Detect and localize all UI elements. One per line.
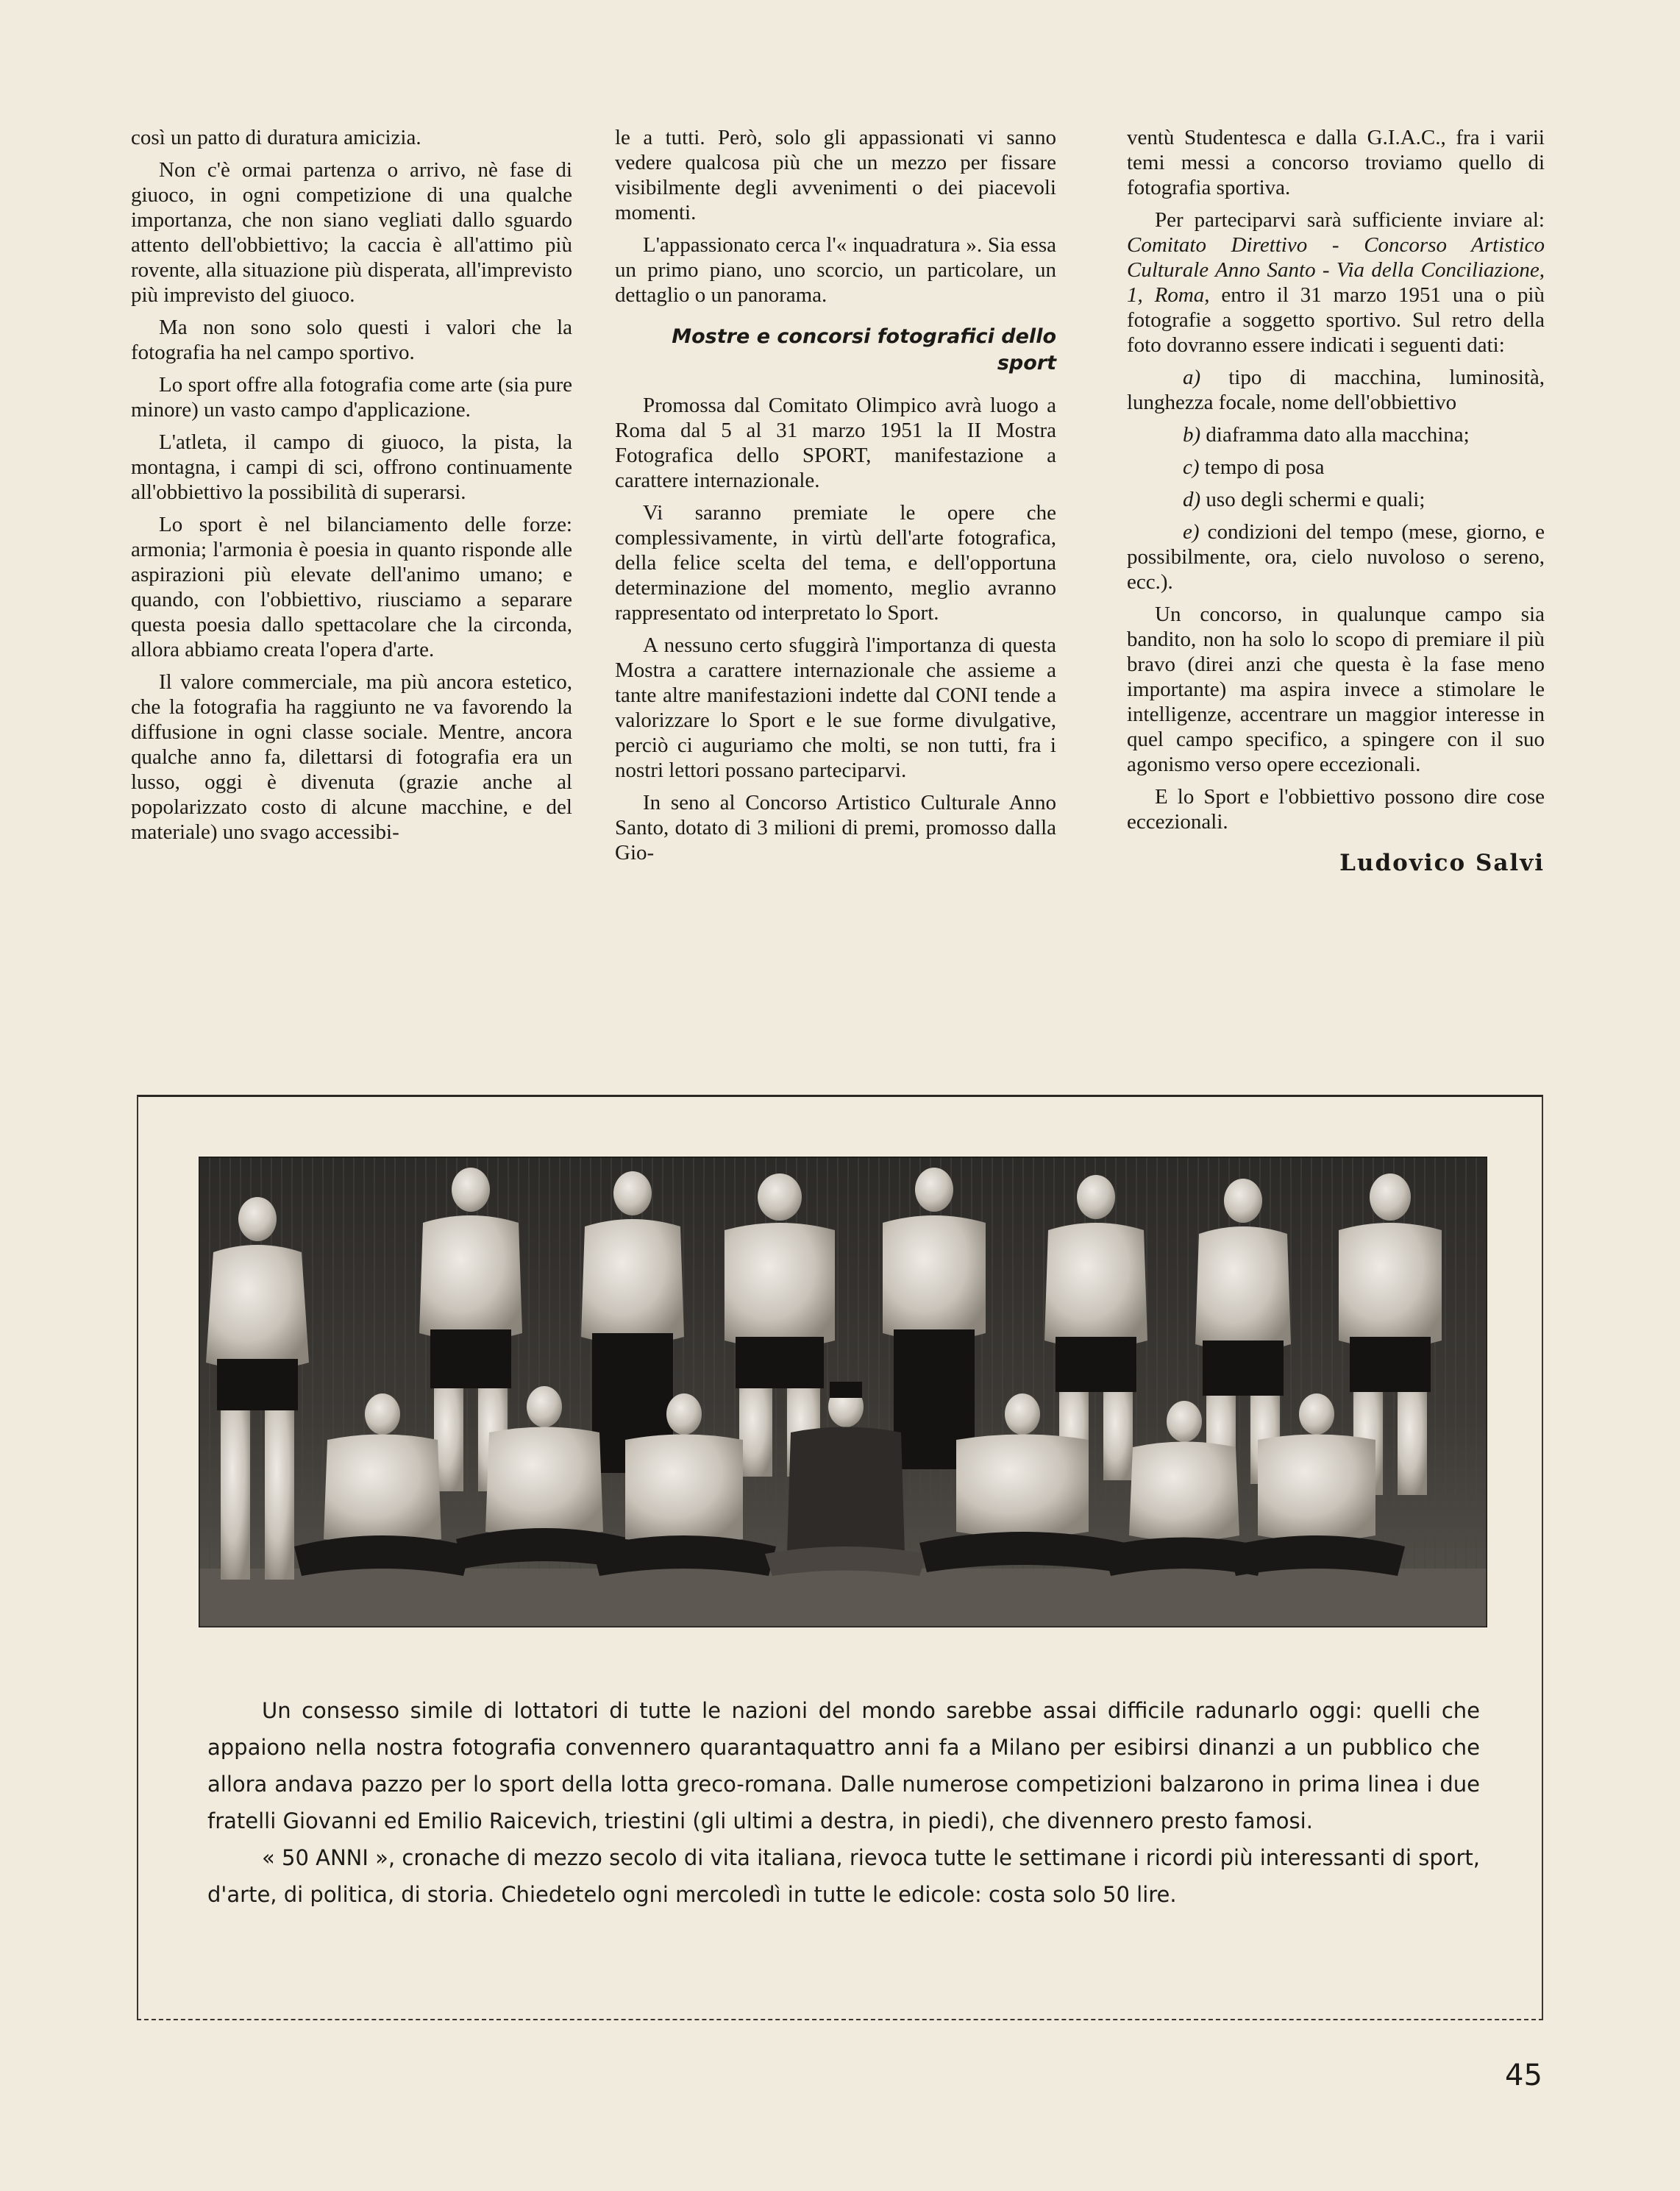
paragraph-text: Per parteciparvi sarà sufficiente inviare al: — [1155, 208, 1545, 232]
paragraph: le a tutti. Però, solo gli appassionati vi sanno vedere qualcosa più che un mezzo per fissare visibilmente degli avvenimenti o dei piacevoli momenti. — [615, 126, 1056, 224]
wrestlers-group-photo — [199, 1157, 1487, 1627]
list-item — [1127, 455, 1545, 480]
paragraph: Lo sport è nel bilanciamento delle forze: armonia; l'armonia è poesia in quanto risponde alle aspirazioni più elevate dell'animo umano; e quando, con l'obbiettivo, riusciamo a separare questa poesia dallo spettacolare che la circonda, allora abbiamo creata l'opera d'arte. — [131, 513, 572, 661]
list-item — [1127, 422, 1545, 447]
paragraph: L'appassionato cerca l'« inquadratura ». Sia essa un primo piano, uno scorcio, un particolare, un dettaglio o un panorama. — [615, 233, 1056, 307]
paragraph: ventù Studentesca e dalla G.I.A.C., fra i varii temi messi a concorso troviamo quello di fotografia sportiva. — [1127, 126, 1545, 199]
list-text: uso degli schermi e quali; — [1200, 488, 1425, 511]
article-column-1 — [131, 125, 572, 852]
section-heading: Mostre e concorsi fotografici dello sport — [672, 325, 1056, 374]
paragraph: A nessuno certo sfuggirà l'importanza di questa Mostra a carattere internazionale che assieme a tante altre manifestazioni indette dal CONI tende a valorizzare lo Sport e le sue forme divulgative, perciò ci auguriamo che molti, se non tutti, fra i nostri lettori possano parteciparvi. — [615, 633, 1056, 782]
list-item — [1127, 365, 1545, 415]
paragraph: Il valore commerciale, ma più ancora estetico, che la fotografia ha raggiunto ne va favorendo la diffusione in ogni classe sociale. Mentre, ancora qualche anno fa, dilettarsi di fotografia era un lusso, oggi è divenuta (grazie anche al popolarizzato costo di alcune macchine, e del materiale) uno svago accessibi- — [131, 670, 572, 844]
list-marker: d) — [1183, 488, 1201, 511]
list-item — [1127, 519, 1545, 594]
paragraph: Ma non sono solo questi i valori che la fotografia ha nel campo sportivo. — [131, 316, 572, 364]
paragraph: Un concorso, in qualunque campo sia bandito, non ha solo lo scopo di premiare il più bravo (direi anzi che questa è la fase meno importante) ma aspira invece a stimolare le intelligenze, accentrare un maggior interesse in quel campo specifico, a spingere con il suo agonismo verso opere eccezionali. — [1127, 603, 1545, 776]
paragraph: In seno al Concorso Artistico Culturale Anno Santo, dotato di 3 milioni di premi, promosso dalla Gio- — [615, 791, 1056, 864]
address-text: Comitato Direttivo - Concorso Artistico Culturale Anno Santo - Via della Conciliazione, 1, Roma — [1127, 233, 1545, 307]
list-marker: a) — [1183, 366, 1201, 389]
paragraph: Lo sport offre alla fotografia come arte (sia pure minore) un vasto campo d'applicazione. — [131, 373, 572, 422]
paragraph: così un patto di duratura amicizia. — [131, 126, 421, 149]
paragraph-text: , entro il 31 marzo 1951 una o più fotografie a soggetto sportivo. Sul retro della foto dovranno essere indicati i seguenti dati: — [1127, 283, 1545, 357]
article-column-2 — [615, 125, 1056, 873]
author-signature: Ludovico Salvi — [1339, 850, 1545, 876]
page-number: 45 — [1505, 2059, 1542, 2092]
list-marker: e) — [1183, 520, 1200, 544]
list-item — [1127, 487, 1545, 512]
list-marker: c) — [1183, 455, 1200, 479]
paragraph: L'atleta, il campo di giuoco, la pista, la montagna, i campi di sci, offrono continuamente all'obbiettivo la possibilità di superarsi. — [131, 430, 572, 504]
list-text: tipo di macchina, luminosità, lunghezza focale, nome dell'obbiettivo — [1127, 366, 1545, 414]
list-text: condizioni del tempo (mese, giorno, e possibilmente, ora, cielo nuvoloso o sereno, ecc.). — [1127, 520, 1545, 594]
list-marker: b) — [1183, 423, 1201, 447]
caption-paragraph: Un consesso simile di lottatori di tutte le nazioni del mondo sarebbe assai difficile radunarlo oggi: quelli che appaiono nella nostra fotografia convennero quarantaquattro anni fa a Milano per esibirsi dinanzi a un pubblico che allora andava pazzo per lo sport della lotta greco-romana. Dalle numerose competizioni balzarono in prima linea i due fratelli Giovanni ed Emilio Raicevich, triestini (gli ultimi a destra, in piedi), che divennero presto famosi. — [207, 1698, 1480, 1833]
paragraph: Vi saranno premiate le opere che complessivamente, in virtù dell'arte fotografica, della felice scelta del tema, e dell'opportuna determinazione del momento, meglio avranno rappresentato od interpretato lo Sport. — [615, 501, 1056, 625]
list-text: tempo di posa — [1199, 455, 1325, 479]
caption-paragraph: « 50 ANNI », cronache di mezzo secolo di vita italiana, rievoca tutte le settimane i ricordi più interessanti di sport, d'arte, di politica, di storia. Chiedetelo ogni mercoledì in tutte le edicole: costa solo 50 lire. — [207, 1845, 1480, 1907]
paragraph: Promossa dal Comitato Olimpico avrà luogo a Roma dal 5 al 31 marzo 1951 la II Mostra Fotografica dello SPORT, manifestazione a carattere internazionale. — [615, 394, 1056, 492]
article-column-3 — [1127, 125, 1545, 876]
photo-caption — [207, 1692, 1480, 1913]
paragraph — [1127, 207, 1545, 358]
list-text: diaframma dato alla macchina; — [1200, 423, 1470, 447]
paragraph: Non c'è ormai partenza o arrivo, nè fase di giuoco, in ogni competizione di una qualche importanza, che non siano vegliati dallo sguardo attento dell'obbiettivo; la caccia è all'attimo più rovente, alla situazione più disperata, all'imprevisto più imprevisto del giuoco. — [131, 158, 572, 307]
paragraph: E lo Sport e l'obbiettivo possono dire cose eccezionali. — [1127, 785, 1545, 834]
